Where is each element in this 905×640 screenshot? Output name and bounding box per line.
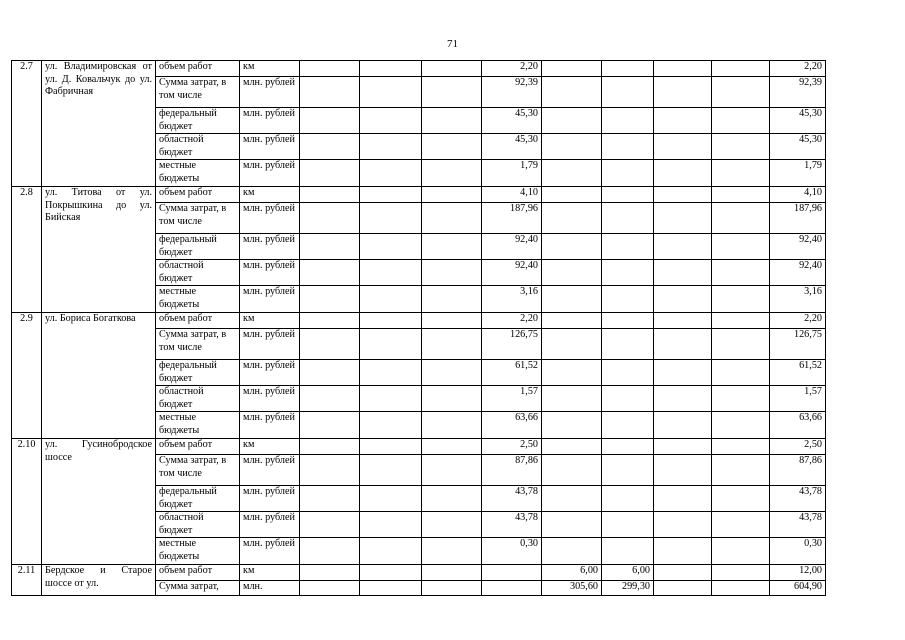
empty-cell xyxy=(360,486,422,512)
indicator-cell: местные бюджеты xyxy=(156,412,240,439)
indicator-cell: Сумма затрат, в том числе xyxy=(156,455,240,486)
empty-cell xyxy=(712,61,770,77)
value-cell-2014: 63,66 xyxy=(482,412,542,439)
indicator-cell: объем работ xyxy=(156,187,240,203)
section-index: 2.10 xyxy=(12,439,42,565)
empty-cell xyxy=(654,108,712,134)
indicator-cell: областной бюджет xyxy=(156,386,240,412)
empty-cell xyxy=(422,581,482,596)
value-cell-2016 xyxy=(602,512,654,538)
total-cell: 92,40 xyxy=(770,260,826,286)
empty-cell xyxy=(360,455,422,486)
value-cell-2015: 305,60 xyxy=(542,581,602,596)
empty-cell xyxy=(422,486,482,512)
empty-cell xyxy=(712,581,770,596)
unit-cell: млн. рублей xyxy=(240,234,300,260)
indicator-cell: федеральный бюджет xyxy=(156,234,240,260)
indicator-cell: объем работ xyxy=(156,313,240,329)
indicator-cell: федеральный бюджет xyxy=(156,360,240,386)
value-cell-2014 xyxy=(482,581,542,596)
unit-cell: млн. рублей xyxy=(240,260,300,286)
empty-cell xyxy=(654,538,712,565)
unit-cell: млн. рублей xyxy=(240,412,300,439)
empty-cell xyxy=(360,187,422,203)
empty-cell xyxy=(654,134,712,160)
empty-cell xyxy=(654,203,712,234)
total-cell: 604,90 xyxy=(770,581,826,596)
empty-cell xyxy=(300,360,360,386)
empty-cell xyxy=(360,581,422,596)
empty-cell xyxy=(360,512,422,538)
indicator-cell: областной бюджет xyxy=(156,134,240,160)
empty-cell xyxy=(360,108,422,134)
object-name: ул. Владимировская от ул. Д. Ковальчук до ул. Фабричная xyxy=(42,61,156,187)
unit-cell: млн. рублей xyxy=(240,386,300,412)
section-index: 2.11 xyxy=(12,565,42,596)
empty-cell xyxy=(422,313,482,329)
empty-cell xyxy=(422,439,482,455)
empty-cell xyxy=(654,61,712,77)
empty-cell xyxy=(360,77,422,108)
empty-cell xyxy=(360,386,422,412)
total-cell: 187,96 xyxy=(770,203,826,234)
empty-cell xyxy=(360,439,422,455)
value-cell-2016 xyxy=(602,412,654,439)
total-cell: 92,40 xyxy=(770,234,826,260)
total-cell: 12,00 xyxy=(770,565,826,581)
value-cell-2016 xyxy=(602,77,654,108)
empty-cell xyxy=(300,486,360,512)
unit-cell: млн. рублей xyxy=(240,455,300,486)
value-cell-2015 xyxy=(542,108,602,134)
value-cell-2015 xyxy=(542,313,602,329)
indicator-cell: объем работ xyxy=(156,61,240,77)
empty-cell xyxy=(712,386,770,412)
value-cell-2016 xyxy=(602,286,654,313)
empty-cell xyxy=(422,134,482,160)
empty-cell xyxy=(422,108,482,134)
empty-cell xyxy=(360,286,422,313)
section-index: 2.8 xyxy=(12,187,42,313)
value-cell-2015 xyxy=(542,187,602,203)
total-cell: 2,50 xyxy=(770,439,826,455)
object-name: Бердское и Старое шоссе от ул. xyxy=(42,565,156,596)
indicator-cell: объем работ xyxy=(156,439,240,455)
empty-cell xyxy=(360,538,422,565)
total-cell: 1,57 xyxy=(770,386,826,412)
empty-cell xyxy=(360,234,422,260)
empty-cell xyxy=(422,455,482,486)
empty-cell xyxy=(422,329,482,360)
empty-cell xyxy=(712,412,770,439)
value-cell-2014: 2,50 xyxy=(482,439,542,455)
value-cell-2016 xyxy=(602,234,654,260)
unit-cell: км xyxy=(240,187,300,203)
empty-cell xyxy=(654,260,712,286)
empty-cell xyxy=(712,203,770,234)
empty-cell xyxy=(712,360,770,386)
value-cell-2016 xyxy=(602,455,654,486)
indicator-cell: Сумма затрат, в том числе xyxy=(156,77,240,108)
empty-cell xyxy=(300,329,360,360)
value-cell-2015 xyxy=(542,77,602,108)
budget-table xyxy=(11,60,826,596)
empty-cell xyxy=(654,360,712,386)
empty-cell xyxy=(300,538,360,565)
value-cell-2016: 299,30 xyxy=(602,581,654,596)
value-cell-2016 xyxy=(602,313,654,329)
empty-cell xyxy=(360,134,422,160)
value-cell-2014: 43,78 xyxy=(482,486,542,512)
empty-cell xyxy=(654,512,712,538)
value-cell-2015 xyxy=(542,512,602,538)
total-cell: 0,30 xyxy=(770,538,826,565)
total-cell: 43,78 xyxy=(770,486,826,512)
empty-cell xyxy=(422,386,482,412)
object-name: ул. Гусинобродское шоссе xyxy=(42,439,156,565)
unit-cell: млн. рублей xyxy=(240,360,300,386)
value-cell-2014: 126,75 xyxy=(482,329,542,360)
value-cell-2014: 87,86 xyxy=(482,455,542,486)
empty-cell xyxy=(300,313,360,329)
value-cell-2016 xyxy=(602,360,654,386)
value-cell-2016 xyxy=(602,61,654,77)
unit-cell: км xyxy=(240,313,300,329)
value-cell-2015 xyxy=(542,412,602,439)
empty-cell xyxy=(300,455,360,486)
empty-cell xyxy=(654,581,712,596)
value-cell-2014: 61,52 xyxy=(482,360,542,386)
value-cell-2014: 43,78 xyxy=(482,512,542,538)
value-cell-2015 xyxy=(542,439,602,455)
empty-cell xyxy=(300,581,360,596)
empty-cell xyxy=(712,187,770,203)
empty-cell xyxy=(300,160,360,187)
empty-cell xyxy=(300,386,360,412)
total-cell: 4,10 xyxy=(770,187,826,203)
empty-cell xyxy=(422,538,482,565)
indicator-cell: Сумма затрат, в том числе xyxy=(156,203,240,234)
empty-cell xyxy=(422,187,482,203)
value-cell-2016 xyxy=(602,386,654,412)
empty-cell xyxy=(712,439,770,455)
value-cell-2015 xyxy=(542,286,602,313)
value-cell-2015 xyxy=(542,360,602,386)
table-row xyxy=(12,439,826,455)
value-cell-2015 xyxy=(542,260,602,286)
section-index: 2.9 xyxy=(12,313,42,439)
unit-cell: млн. рублей xyxy=(240,203,300,234)
unit-cell: км xyxy=(240,439,300,455)
empty-cell xyxy=(422,360,482,386)
unit-cell: млн. рублей xyxy=(240,134,300,160)
value-cell-2014: 1,79 xyxy=(482,160,542,187)
empty-cell xyxy=(654,412,712,439)
empty-cell xyxy=(712,286,770,313)
empty-cell xyxy=(654,329,712,360)
table-row xyxy=(12,565,826,581)
total-cell: 2,20 xyxy=(770,61,826,77)
page-number: 71 xyxy=(447,38,458,50)
empty-cell xyxy=(300,565,360,581)
value-cell-2016 xyxy=(602,108,654,134)
empty-cell xyxy=(300,187,360,203)
empty-cell xyxy=(360,313,422,329)
empty-cell xyxy=(300,203,360,234)
empty-cell xyxy=(654,234,712,260)
indicator-cell: объем работ xyxy=(156,565,240,581)
empty-cell xyxy=(360,61,422,77)
value-cell-2015 xyxy=(542,160,602,187)
empty-cell xyxy=(422,160,482,187)
empty-cell xyxy=(654,160,712,187)
empty-cell xyxy=(654,439,712,455)
value-cell-2014: 4,10 xyxy=(482,187,542,203)
empty-cell xyxy=(712,486,770,512)
empty-cell xyxy=(654,286,712,313)
value-cell-2015 xyxy=(542,234,602,260)
value-cell-2014: 92,40 xyxy=(482,234,542,260)
object-name: ул. Бориса Богаткова xyxy=(42,313,156,439)
value-cell-2016: 6,00 xyxy=(602,565,654,581)
value-cell-2014: 1,57 xyxy=(482,386,542,412)
value-cell-2014: 92,39 xyxy=(482,77,542,108)
value-cell-2015 xyxy=(542,386,602,412)
unit-cell: млн. рублей xyxy=(240,286,300,313)
empty-cell xyxy=(300,260,360,286)
empty-cell xyxy=(422,203,482,234)
empty-cell xyxy=(300,61,360,77)
unit-cell: млн. рублей xyxy=(240,108,300,134)
total-cell: 45,30 xyxy=(770,134,826,160)
empty-cell xyxy=(712,108,770,134)
empty-cell xyxy=(422,61,482,77)
value-cell-2015 xyxy=(542,538,602,565)
empty-cell xyxy=(300,412,360,439)
value-cell-2015 xyxy=(542,329,602,360)
empty-cell xyxy=(712,77,770,108)
value-cell-2014: 92,40 xyxy=(482,260,542,286)
indicator-cell: местные бюджеты xyxy=(156,160,240,187)
value-cell-2015 xyxy=(542,455,602,486)
value-cell-2015: 6,00 xyxy=(542,565,602,581)
empty-cell xyxy=(422,77,482,108)
total-cell: 45,30 xyxy=(770,108,826,134)
value-cell-2015 xyxy=(542,61,602,77)
empty-cell xyxy=(360,203,422,234)
value-cell-2014: 2,20 xyxy=(482,313,542,329)
value-cell-2016 xyxy=(602,203,654,234)
unit-cell: млн. рублей xyxy=(240,538,300,565)
unit-cell: млн. рублей xyxy=(240,512,300,538)
empty-cell xyxy=(300,286,360,313)
indicator-cell: федеральный бюджет xyxy=(156,486,240,512)
total-cell: 2,20 xyxy=(770,313,826,329)
value-cell-2016 xyxy=(602,486,654,512)
empty-cell xyxy=(712,134,770,160)
indicator-cell: областной бюджет xyxy=(156,512,240,538)
empty-cell xyxy=(654,455,712,486)
unit-cell: км xyxy=(240,61,300,77)
unit-cell: млн. xyxy=(240,581,300,596)
total-cell: 43,78 xyxy=(770,512,826,538)
value-cell-2016 xyxy=(602,538,654,565)
empty-cell xyxy=(712,313,770,329)
empty-cell xyxy=(360,360,422,386)
empty-cell xyxy=(422,234,482,260)
empty-cell xyxy=(654,77,712,108)
empty-cell xyxy=(300,512,360,538)
value-cell-2016 xyxy=(602,160,654,187)
total-cell: 92,39 xyxy=(770,77,826,108)
empty-cell xyxy=(422,286,482,313)
value-cell-2015 xyxy=(542,203,602,234)
empty-cell xyxy=(712,538,770,565)
indicator-cell: местные бюджеты xyxy=(156,538,240,565)
unit-cell: млн. рублей xyxy=(240,77,300,108)
value-cell-2016 xyxy=(602,439,654,455)
empty-cell xyxy=(712,160,770,187)
value-cell-2014 xyxy=(482,565,542,581)
table-row xyxy=(12,313,826,329)
empty-cell xyxy=(654,187,712,203)
empty-cell xyxy=(422,565,482,581)
empty-cell xyxy=(300,234,360,260)
indicator-cell: Сумма затрат, в том числе xyxy=(156,329,240,360)
value-cell-2014: 3,16 xyxy=(482,286,542,313)
value-cell-2014: 2,20 xyxy=(482,61,542,77)
total-cell: 1,79 xyxy=(770,160,826,187)
value-cell-2016 xyxy=(602,329,654,360)
value-cell-2014: 187,96 xyxy=(482,203,542,234)
empty-cell xyxy=(300,439,360,455)
indicator-cell: местные бюджеты xyxy=(156,286,240,313)
table-row xyxy=(12,61,826,77)
empty-cell xyxy=(360,260,422,286)
value-cell-2015 xyxy=(542,486,602,512)
empty-cell xyxy=(422,512,482,538)
empty-cell xyxy=(300,134,360,160)
empty-cell xyxy=(712,260,770,286)
value-cell-2014: 0,30 xyxy=(482,538,542,565)
empty-cell xyxy=(712,329,770,360)
empty-cell xyxy=(654,386,712,412)
table-row xyxy=(12,187,826,203)
empty-cell xyxy=(654,486,712,512)
empty-cell xyxy=(360,412,422,439)
unit-cell: км xyxy=(240,565,300,581)
indicator-cell: Сумма затрат, xyxy=(156,581,240,596)
object-name: ул. Титова от ул. Покрышкина до ул. Бийская xyxy=(42,187,156,313)
empty-cell xyxy=(712,455,770,486)
empty-cell xyxy=(360,565,422,581)
empty-cell xyxy=(712,565,770,581)
value-cell-2016 xyxy=(602,187,654,203)
empty-cell xyxy=(360,160,422,187)
total-cell: 126,75 xyxy=(770,329,826,360)
empty-cell xyxy=(654,565,712,581)
total-cell: 87,86 xyxy=(770,455,826,486)
empty-cell xyxy=(712,512,770,538)
value-cell-2016 xyxy=(602,260,654,286)
value-cell-2015 xyxy=(542,134,602,160)
value-cell-2014: 45,30 xyxy=(482,134,542,160)
value-cell-2014: 45,30 xyxy=(482,108,542,134)
value-cell-2016 xyxy=(602,134,654,160)
total-cell: 61,52 xyxy=(770,360,826,386)
empty-cell xyxy=(422,260,482,286)
empty-cell xyxy=(300,77,360,108)
unit-cell: млн. рублей xyxy=(240,329,300,360)
unit-cell: млн. рублей xyxy=(240,486,300,512)
total-cell: 3,16 xyxy=(770,286,826,313)
total-cell: 63,66 xyxy=(770,412,826,439)
empty-cell xyxy=(300,108,360,134)
empty-cell xyxy=(654,313,712,329)
indicator-cell: федеральный бюджет xyxy=(156,108,240,134)
empty-cell xyxy=(712,234,770,260)
indicator-cell: областной бюджет xyxy=(156,260,240,286)
empty-cell xyxy=(422,412,482,439)
empty-cell xyxy=(360,329,422,360)
unit-cell: млн. рублей xyxy=(240,160,300,187)
section-index: 2.7 xyxy=(12,61,42,187)
